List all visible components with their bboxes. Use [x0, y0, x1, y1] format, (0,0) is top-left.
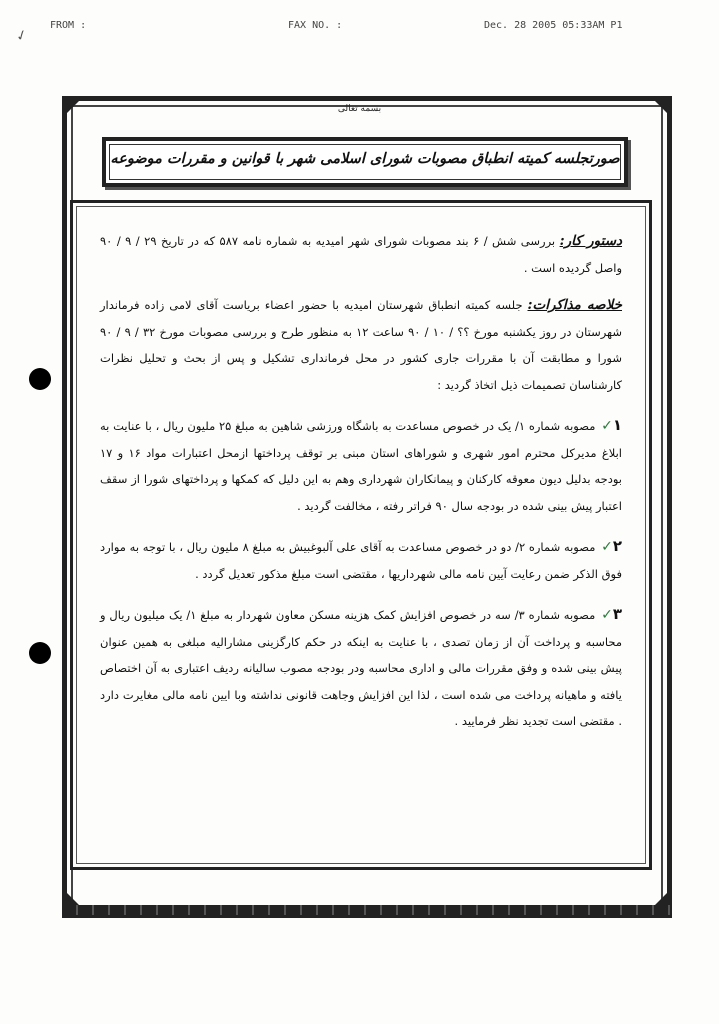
item-number: ۲ [612, 537, 622, 555]
punch-hole-icon [29, 642, 51, 664]
check-tick-icon: ✓ [601, 418, 613, 434]
check-tick-icon: ✓ [601, 539, 613, 555]
resolution-item-1 [100, 412, 622, 519]
punch-hole-icon [29, 368, 51, 390]
pen-mark-icon: ✓ [13, 26, 31, 46]
agenda-paragraph [100, 228, 622, 281]
fax-from: FROM : [50, 20, 87, 31]
basmala: بسمه تعالی [337, 104, 382, 114]
agenda-label: دستور کار: [559, 233, 623, 249]
item-text: مصوبه شماره ۱/ یک در خصوص مساعدت به باشگاه ورزشی شاهین به مبلغ ۲۵ ملیون ریال ، با عنایت به ابلاغ مدیرکل محترم امور شهری و شوراهای استان مبنی بر توقف پرداختها ازمحل اعتبارات مواد ۱۶ و ۱۷ بودجه بدلیل دیون معوقه کارکنان و پیمانکاران شهرداری وهم به این دلیل که کمکها و پرداختهای شورا از سقف اعتبار پیش بینی شده در بودجه سال ۹۰ فراتر رفته ، مخالفت گردید . [100, 419, 622, 513]
item-text: مصوبه شماره ۲/ دو در خصوص مساعدت به آقای علی آلبوغبیش به مبلغ ۸ ملیون ریال ، با توجه به موارد فوق الذکر ضمن رعایت آیین نامه مالی شهرداریها ، مقتضی است مبلغ مذکور تعدیل گردد . [100, 540, 622, 581]
agenda-text: بررسی شش / ۶ بند مصوبات شورای شهر امیدیه به شماره نامه ۵۸۷ که در تاریخ ۲۹ / ۹ / ۹۰ واصل گردیده است . [100, 234, 622, 275]
summary-paragraph [100, 292, 622, 398]
item-number: ۳ [612, 605, 622, 623]
resolution-item-2 [100, 533, 622, 587]
document-body [100, 228, 622, 735]
summary-text: جلسه کمیته انطباق شهرستان امیدیه با حضور اعضاء بریاست آقای لامی زاده فرماندار شهرستان در روز یکشنبه مورخ ؟؟ / ۱۰ / ۹۰ ساعت ۱۲ به منظور طرح و بررسی مصوبات مورخ ۳۲ / ۹ / ۹۰ شورا و مطابقت آن با مقررات جاری کشور در محل فرمانداری تشکیل و پس از بحث و تحلیل نظرات کارشناسان تصمیمات ذیل اتخاذ گردید : [100, 298, 622, 392]
fax-number: FAX NO. : [288, 20, 343, 31]
check-tick-icon: ✓ [601, 607, 613, 623]
resolution-item-3 [100, 601, 622, 735]
summary-label: خلاصه مذاکرات: [527, 297, 622, 313]
fax-date-page: Dec. 28 2005 05:33AM P1 [484, 20, 623, 31]
title-box [102, 137, 628, 187]
item-number: ۱ [612, 416, 623, 434]
page-title: صورتجلسه کمیته انطباق مصوبات شورای اسلامی شهر با قوانین و مقررات موضوعه [110, 150, 620, 167]
bottom-border-rule [62, 905, 672, 915]
item-text: مصوبه شماره ۳/ سه در خصوص افزایش کمک هزینه مسکن معاون شهردار به مبلغ ۱/ یک میلیون ریال و محاسبه و پرداخت آن از زمان تصدی ، با عنایت به اینکه در حکم کارگزینی مشارالیه مبلغی به همین عنوان پیش بینی شده و وفق مقررات مالی و اداری محاسبه ودر بودجه مصوب سالیانه ردیف اعتباری به آن اختصاص یافته و ماهیانه پرداخت می شده است ، لذا این افزایش وجاهت قانونی نداشته وبا ایین نامه مالی مغایرت دارد . مقتضی است تجدید نظر فرمایید . [100, 608, 622, 728]
fax-header [0, 20, 719, 36]
